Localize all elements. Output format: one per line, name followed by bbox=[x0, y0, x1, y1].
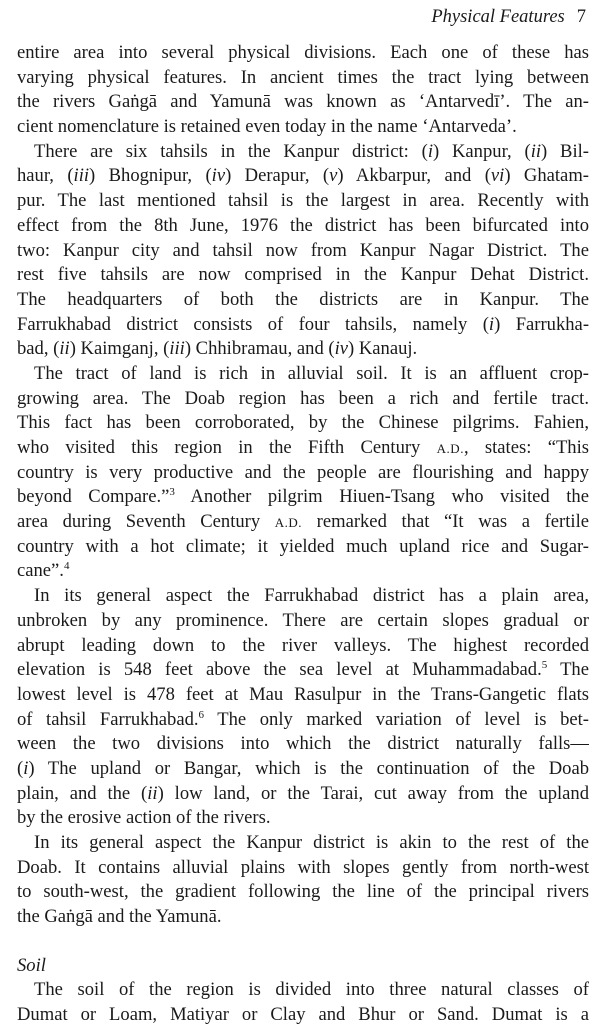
text-line: The tract of land is rich in alluvial soil. It is an affluent crop- bbox=[34, 362, 589, 384]
text-line: The headquarters of both the districts are in Kanpur. The bbox=[17, 288, 589, 310]
text-line: of tahsil Farrukhabad.$^6$ The only marked variation of level is bet- bbox=[17, 708, 589, 730]
text-line: pur. The last mentioned tahsil is the largest in area. Recently with bbox=[17, 190, 589, 212]
text-line: (i) The upland or Bangar, which is the continuation of the Doab bbox=[17, 757, 589, 779]
text-line: by the erosive action of the rivers. bbox=[17, 807, 271, 829]
text-line: to south-west, the gradient following the line of the principal rivers bbox=[17, 881, 589, 903]
text-line: the rivers Gaṅgā and Yamunā was known as ‘Antarvedī’. The an- bbox=[17, 91, 589, 113]
text-line: two: Kanpur city and tahsil now from Kanpur Nagar District. The bbox=[17, 239, 589, 261]
text-line: plain, and the (ii) low land, or the Tarai, cut away from the upland bbox=[17, 782, 589, 804]
page-header bbox=[431, 4, 586, 30]
text-line: cient nomenclature is retained even today in the name ‘Antarveda’. bbox=[17, 116, 517, 138]
text-line: ween the two divisions into which the district naturally falls— bbox=[17, 733, 589, 755]
text-line: who visited this region in the Fifth Century A.D., states: “This bbox=[17, 437, 589, 458]
text-line: country with a hot climate; it yielded much upland rice and Sugar- bbox=[17, 535, 589, 557]
text-line: growing area. The Doab region has been a rich and fertile tract. bbox=[17, 387, 589, 409]
text-line: cane”.$^4$ bbox=[17, 560, 70, 582]
text-line: beyond Compare.”$^3$ Another pilgrim Hiuen-Tsang who visited the bbox=[17, 486, 589, 508]
text-line: There are six tahsils in the Kanpur district: (i) Kanpur, (ii) Bil- bbox=[34, 140, 589, 162]
text-line: In its general aspect the Farrukhabad district has a plain area, bbox=[34, 585, 589, 607]
text-line: elevation is 548 feet above the sea level at Muhammadabad.$^5$ The bbox=[17, 659, 589, 681]
text-line: Farrukhabad district consists of four tahsils, namely (i) Farrukha- bbox=[17, 313, 589, 335]
text-line: country is very productive and the people are flourishing and happy bbox=[17, 461, 589, 483]
text-line: haur, (iii) Bhognipur, (iv) Derapur, (v) Akbarpur, and (vi) Ghatam- bbox=[17, 165, 589, 187]
text-line: abrupt leading down to the river valleys. The highest recorded bbox=[17, 634, 589, 656]
text-line: lowest level is 478 feet at Mau Rasulpur in the Trans-Gangetic flats bbox=[17, 683, 589, 705]
page-number: 7 bbox=[576, 7, 586, 27]
text-line: bad, (ii) Kaimganj, (iii) Chhibramau, and (iv) Kanauj. bbox=[17, 338, 418, 360]
text-line: Doab. It contains alluvial plains with slopes gently from north-west bbox=[17, 856, 589, 878]
section-heading: Soil bbox=[17, 954, 46, 976]
text-line: Dumat or Loam, Matiyar or Clay and Bhur or Sand. Dumat is a bbox=[17, 1004, 589, 1026]
text-line: This fact has been corroborated, by the Chinese pilgrims. Fahien, bbox=[17, 412, 589, 434]
text-line: unbroken by any prominence. There are certain slopes gradual or bbox=[17, 609, 589, 631]
text-line: effect from the 8th June, 1976 the district has been bifurcated into bbox=[17, 214, 589, 236]
text-line: the Gaṅgā and the Yamunā. bbox=[17, 906, 222, 928]
text-line: area during Seventh Century A.D. remarked that “It was a fertile bbox=[17, 511, 589, 533]
text-line: The soil of the region is divided into three natural classes of bbox=[34, 979, 589, 1001]
text-line: rest five tahsils are now comprised in the Kanpur Dehat District. bbox=[17, 264, 589, 286]
text-line: In its general aspect the Kanpur district is akin to the rest of the bbox=[34, 832, 589, 853]
text-line: entire area into several physical divisions. Each one of these has bbox=[17, 42, 589, 63]
text-line: varying physical features. In ancient times the tract lying between bbox=[17, 66, 589, 88]
body-text bbox=[17, 41, 589, 1028]
running-title: Physical Features bbox=[431, 7, 565, 27]
